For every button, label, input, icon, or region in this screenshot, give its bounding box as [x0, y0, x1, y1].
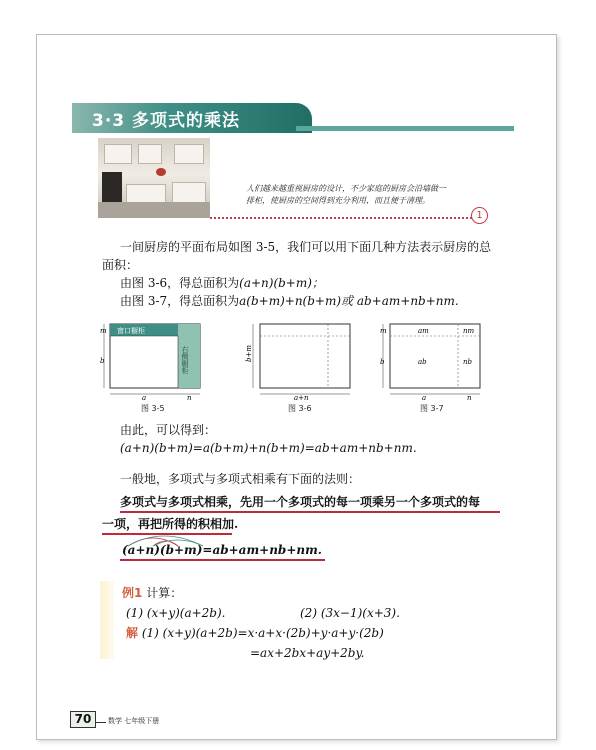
fig5-a: a	[142, 394, 147, 402]
dotted-divider	[210, 217, 472, 219]
fig7-ab: ab	[418, 358, 427, 366]
method-2-prefix: 由图 3-7，得总面积为	[120, 294, 240, 308]
section-title: 3·3 多项式的乘法	[92, 111, 241, 131]
example-problem-2: (2) (3x−1)(x+3).	[300, 606, 400, 620]
page-number: 70	[70, 711, 96, 728]
section-header-rule	[296, 126, 514, 131]
fig6-caption: 图 3-6	[288, 404, 312, 413]
fig7-am: am	[418, 327, 429, 335]
photo-caption	[246, 183, 486, 207]
caption-line-1: 人们越来越重视厨房的设计，不少家庭的厨房会沿墙做一	[246, 184, 446, 193]
fig5-b: b	[100, 357, 105, 365]
example-problem-1: (1) (x+y)(a+2b).	[126, 606, 226, 620]
rule-example-underline	[120, 559, 325, 561]
kitchen-photo	[98, 138, 210, 218]
fig7-b: b	[380, 358, 385, 366]
method-2	[120, 293, 459, 309]
identity-line: (a+n)(b+m)=a(b+m)+n(b+m)=ab+am+nb+nm.	[120, 441, 417, 455]
example-task: 计算：	[146, 586, 183, 600]
solution-label: 解	[126, 626, 139, 640]
example-header	[122, 585, 182, 601]
figure-3-7	[378, 318, 484, 400]
book-title: 数学 七年级下册	[108, 717, 160, 725]
fig6-side: b+m	[245, 345, 253, 362]
solution-line-1	[126, 625, 384, 641]
fig6-bottom: a+n	[294, 394, 309, 402]
fig7-m: m	[380, 327, 387, 335]
fig5-n: n	[187, 394, 192, 402]
figure-3-6	[245, 318, 354, 402]
figure-3-5	[100, 318, 210, 400]
fig5-right-cabinet: 右侧橱柜	[181, 346, 189, 374]
solution-line-2: =ax+2bx+ay+2by.	[250, 646, 365, 660]
fig7-a: a	[422, 394, 427, 402]
footer-rule	[96, 722, 106, 723]
method-2-expr: a(b+m)+n(b+m)或 ab+am+nb+nm.	[239, 294, 459, 308]
rule-example: (a+n)(b+m)=ab+am+nb+nm.	[122, 543, 322, 557]
fig7-caption: 图 3-7	[420, 404, 444, 413]
fig7-nb: nb	[463, 358, 472, 366]
intro-line-1: 一间厨房的平面布局如图 3-5，我们可以用下面几种方法表示厨房的总	[120, 240, 492, 254]
fig5-window-cabinet: 窗口橱柜	[117, 327, 145, 335]
caption-line-2: 排柜，使厨房的空间得到充分利用，而且便于清理。	[246, 196, 430, 205]
example-sidebar	[100, 581, 114, 659]
rule-underline-1	[120, 511, 500, 513]
fig7-n: n	[467, 394, 472, 402]
intro-line-2: 面积：	[102, 258, 139, 272]
fig5-caption: 图 3-5	[141, 404, 165, 413]
fig5-m: m	[100, 327, 107, 335]
rule-line-1: 多项式与多项式相乘，先用一个多项式的每一项乘另一个多项式的每	[120, 495, 481, 509]
solution-expr-1: (1) (x+y)(a+2b)=x·a+x·(2b)+y·a+y·(2b)	[141, 626, 384, 640]
example-label: 例1	[122, 586, 143, 600]
method-1-expr: (a+n)(b+m)；	[239, 276, 324, 290]
marker-circle: 1	[471, 207, 488, 224]
general-line: 一般地，多项式与多项式相乘有下面的法则：	[120, 472, 361, 486]
rule-line-2: 一项，再把所得的积相加.	[102, 517, 239, 531]
method-1-prefix: 由图 3-6，得总面积为	[120, 276, 240, 290]
thus-line: 由此，可以得到：	[120, 423, 217, 437]
method-1	[120, 275, 324, 291]
fig7-nm: nm	[463, 327, 475, 335]
